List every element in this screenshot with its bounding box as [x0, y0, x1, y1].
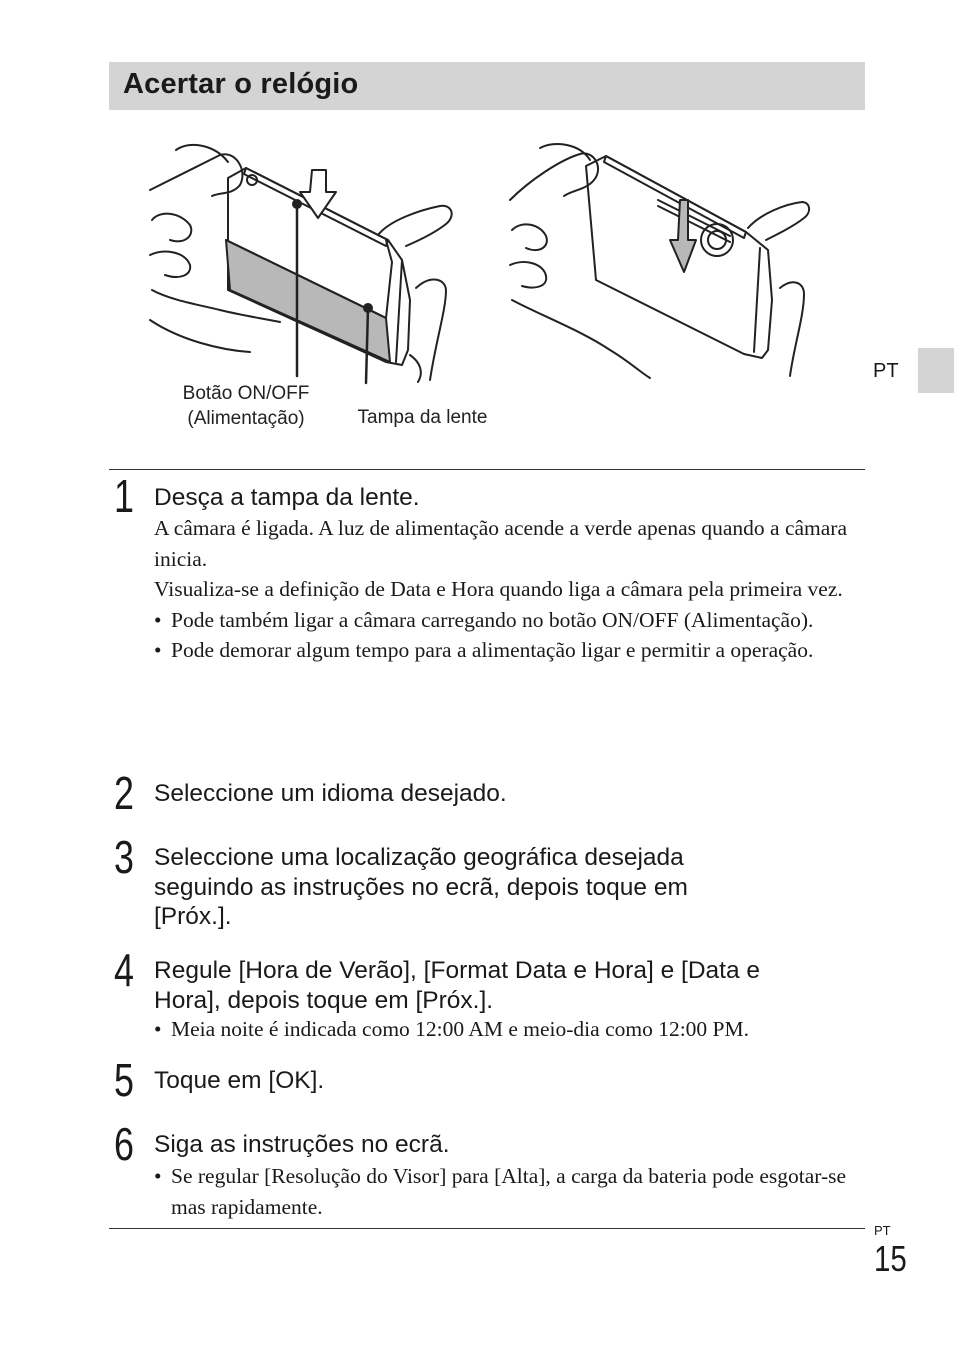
step-1-heading: Desça a tampa da lente.: [154, 484, 420, 511]
step-4-heading-line-2: Hora], depois toque em [Próx.].: [154, 986, 494, 1014]
callout-power-line-1: Botão ON/OFF: [182, 383, 310, 404]
footer-language-label: PT: [874, 1223, 891, 1238]
step-4-body: [154, 1014, 869, 1045]
step-4-heading: [154, 956, 869, 1015]
side-language-tab: [918, 348, 954, 393]
step-3-heading-line-1: Seleccione uma localização geográfica desejada: [154, 844, 684, 871]
callout-power-button: [166, 381, 326, 431]
step-5-heading: Toque em [OK].: [154, 1067, 325, 1094]
left-camera-drawing: [150, 145, 452, 383]
step-number-4: 4: [114, 944, 134, 996]
step-2-heading: Seleccione um idioma desejado.: [154, 780, 507, 807]
step-number-1: 1: [114, 470, 134, 522]
step-number-5: 5: [114, 1054, 134, 1106]
callout-power-line-2: (Alimentação): [187, 408, 305, 429]
bottom-divider: [109, 1228, 865, 1229]
step-6-body: [154, 1161, 869, 1222]
step-4-heading-line-1: Regule [Hora de Verão], [Format Data e Hora] e [Data e: [154, 957, 761, 984]
step-3-heading-line-3: [Próx.].: [154, 903, 232, 930]
step-1-paragraph-2: Visualiza-se a definição de Data e Hora quando liga a câmara pela primeira vez.: [154, 577, 843, 602]
step-1-bullet-2: • Pode demorar algum tempo para a alimentação ligar e permitir a operação.: [154, 635, 869, 666]
side-language-label: PT: [873, 360, 899, 382]
step-number-6: 6: [114, 1118, 134, 1170]
step-number-3: 3: [114, 831, 134, 883]
section-title-bar: [109, 62, 865, 110]
step-4-bullet-1: • Meia noite é indicada como 12:00 AM e meio-dia como 12:00 PM.: [154, 1014, 869, 1045]
step-1-paragraph-1: A câmara é ligada. A luz de alimentação acende a verde apenas quando a câmara inicia.: [154, 516, 848, 571]
page-title: Acertar o relógio: [123, 68, 359, 100]
step-6-heading: Siga as instruções no ecrã.: [154, 1131, 450, 1158]
step-1-bullet-1: • Pode também ligar a câmara carregando no botão ON/OFF (Alimentação).: [154, 605, 869, 636]
page-number: 15: [874, 1238, 907, 1279]
top-divider: [109, 469, 865, 470]
step-3-heading: [154, 843, 869, 932]
step-6-bullet-1: • Se regular [Resolução do Visor] para [Alta], a carga da bateria pode esgotar-se mas rapidamente.: [154, 1161, 869, 1222]
step-number-2: 2: [114, 767, 134, 819]
step-3-heading-line-2: seguindo as instruções no ecrã, depois toque em: [154, 873, 688, 901]
callout-lens-cover: Tampa da lente: [357, 407, 488, 428]
right-camera-drawing: [510, 144, 809, 378]
step-1-body: [154, 513, 869, 666]
